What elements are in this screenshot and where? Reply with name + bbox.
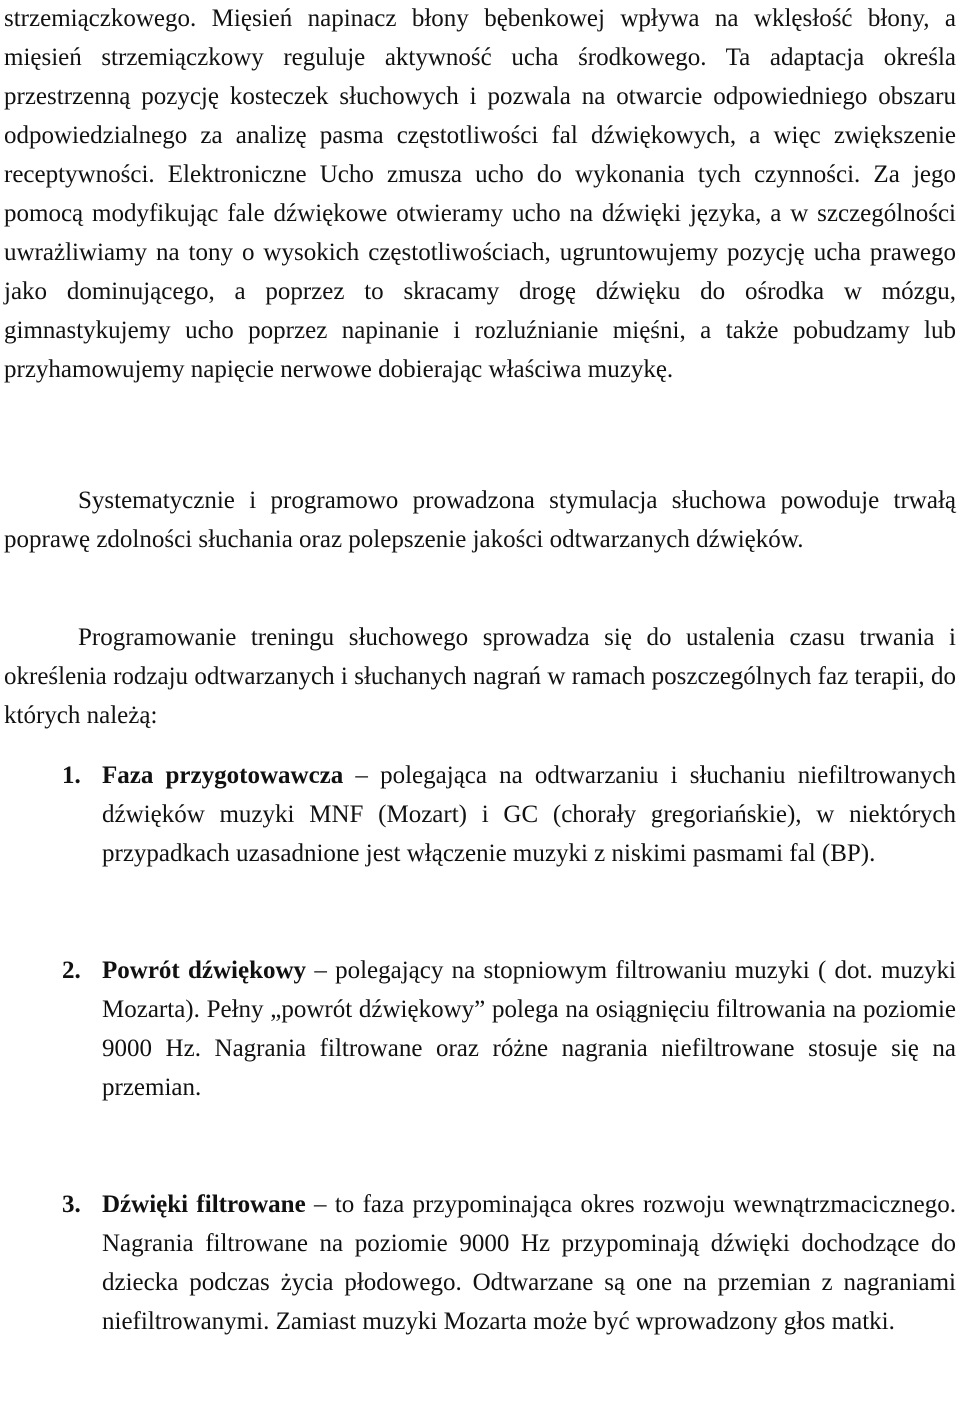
paragraph-stimulation: Systematycznie i programowo prowadzona stymulacja słuchowa powoduje trwałą poprawę zdolności słuchania oraz polepszenie jakości odtwarzanych dźwięków. <box>4 487 956 553</box>
list-item-body <box>102 951 956 1107</box>
list-item-phase-1 <box>62 756 956 873</box>
phase-text: to faza przypominająca okres rozwoju wewnątrzmacicznego. Nagrania filtrowane na poziomie 9000 Hz przypominają dźwięki dochodzące do dziecka podczas życia płodowego. Odtwarzane są one na przemian z nagraniami niefiltrowanymi. Zamiast muzyki Mozarta może być wprowadzony głos matki. <box>102 1191 957 1335</box>
phase-term: Powrót dźwiękowy <box>102 957 307 984</box>
phase-dash: – <box>305 1191 335 1218</box>
list-number: 1. <box>62 762 81 789</box>
phase-dash: – <box>343 762 381 789</box>
list-item-phase-2 <box>62 951 956 1107</box>
paragraph-ear-muscles: strzemiączkowego. Mięsień napinacz błony bębenkowej wpływa na wklęsłość błony, a mięsień strzemiączkowy reguluje aktywność ucha środkowego. Ta adaptacja określa przestrzenną pozycję kosteczek słuchowych i pozwala na otwarcie odpowiedniego obszaru odpowiedzialnego za analizę pasma częstotliwości fal dźwiękowych, a więc zwiększenie receptywności. Elektroniczne Ucho zmusza ucho do wykonania tych czynności. Za jego pomocą modyfikując fale dźwiękowe otwieramy ucho na dźwięki języka, a w szczególności uwrażliwiamy na tony o wysokich częstotliwościach, ugruntowujemy pozycję ucha prawego jako dominującego, a poprzez to skracamy drogę dźwięku do ośrodka w mózgu, gimnastykujemy ucho poprzez napinanie i rozluźnianie mięśni, a także pobudzamy lub przyhamowujemy napięcie nerwowe dobierając właściwa muzykę. <box>4 5 956 383</box>
list-item-phase-3 <box>62 1185 956 1341</box>
phase-text: polegający na stopniowym filtrowaniu muzyki ( dot. muzyki Mozarta). Pełny „powrót dźwiękowy” polega na osiągnięciu filtrowania na poziomie 9000 Hz. Nagrania filtrowane oraz różne nagrania niefiltrowane stosuje się na przemian. <box>102 957 956 1101</box>
phase-text: polegająca na odtwarzaniu i słuchaniu niefiltrowanych dźwięków muzyki MNF (Mozart) i GC (chorały gregoriańskie), w niektórych przypadkach uzasadnione jest włączenie muzyki z niskimi pasmami fal (BP). <box>102 762 957 867</box>
phase-term: Dźwięki filtrowane <box>102 1191 306 1218</box>
list-item-body <box>102 1185 956 1341</box>
list-number: 2. <box>62 957 81 984</box>
paragraph-programming: Programowanie treningu słuchowego sprowadza się do ustalenia czasu trwania i określenia rodzaju odtwarzanych i słuchanych nagrań w ramach poszczególnych faz terapii, do których należą: <box>4 624 956 729</box>
list-number: 3. <box>62 1191 81 1218</box>
phase-term: Faza przygotowawcza <box>102 762 344 789</box>
phase-dash: – <box>306 957 336 984</box>
list-item-body <box>102 756 956 873</box>
